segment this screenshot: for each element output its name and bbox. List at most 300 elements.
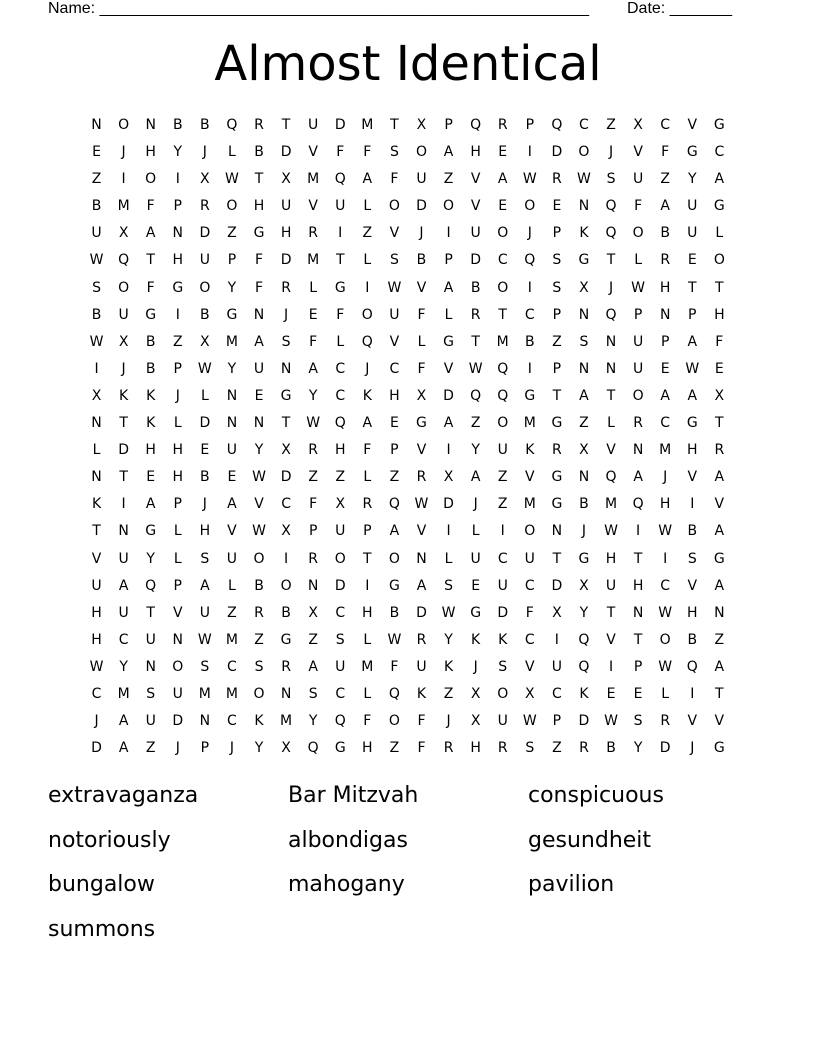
grid-letter: G — [578, 550, 590, 567]
grid-letter: H — [91, 631, 102, 648]
grid-letter: V — [606, 442, 616, 459]
grid-letter: H — [199, 523, 211, 540]
grid-letter: D — [334, 577, 346, 594]
word-list-item: conspicuous — [528, 783, 664, 808]
grid-letter: Q — [307, 740, 319, 757]
grid-letter: C — [660, 577, 671, 594]
grid-letter: P — [633, 306, 643, 323]
grid-letter: K — [471, 631, 481, 648]
grid-letter: R — [199, 198, 210, 215]
grid-letter: O — [388, 198, 400, 215]
grid-letter: F — [390, 658, 399, 675]
grid-letter: O — [253, 685, 265, 702]
grid-letter: W — [387, 279, 402, 296]
grid-letter: F — [146, 198, 155, 215]
grid-letter: W — [631, 279, 646, 296]
grid-letter: A — [118, 713, 129, 730]
grid-letter: A — [443, 144, 454, 161]
grid-letter: I — [446, 225, 451, 242]
grid-letter: S — [633, 713, 643, 730]
grid-letter: F — [254, 252, 264, 269]
grid-letter: A — [200, 577, 210, 594]
grid-letter: Q — [334, 713, 346, 730]
grid-letter: U — [280, 198, 292, 215]
grid-letter: P — [552, 713, 562, 730]
grid-letter: E — [92, 144, 101, 161]
grid-letter: V — [308, 144, 318, 161]
grid-letter: C — [335, 360, 346, 377]
grid-letter: W — [387, 631, 402, 648]
grid-letter: O — [334, 550, 346, 567]
grid-letter: U — [118, 550, 129, 567]
date-field[interactable] — [627, 0, 732, 18]
grid-letter: G — [443, 333, 454, 350]
grid-letter: Q — [497, 387, 509, 404]
grid-letter: L — [363, 685, 372, 702]
grid-letter: B — [660, 225, 670, 242]
grid-letter: Z — [227, 604, 237, 621]
grid-letter: J — [121, 144, 126, 161]
grid-letter: X — [281, 523, 291, 540]
grid-letter: C — [579, 117, 589, 133]
grid-row — [83, 573, 733, 600]
grid-letter: N — [605, 360, 617, 377]
grid-letter: Q — [605, 198, 617, 215]
grid-letter: L — [309, 279, 318, 296]
grid-letter: A — [633, 469, 643, 486]
grid-letter: X — [579, 577, 589, 594]
grid-letter: U — [687, 225, 698, 242]
grid-letter: L — [417, 333, 426, 350]
grid-letter: R — [308, 225, 319, 242]
grid-letter: X — [552, 604, 562, 621]
grid-letter: U — [416, 658, 427, 675]
grid-letter: G — [416, 415, 427, 432]
grid-letter: W — [468, 360, 483, 377]
grid-letter: V — [525, 658, 535, 675]
grid-letter: Q — [605, 225, 617, 242]
grid-letter: S — [552, 279, 562, 296]
grid-letter: M — [523, 415, 536, 432]
grid-letter: B — [91, 306, 102, 323]
grid-letter: K — [119, 387, 129, 404]
grid-letter: S — [606, 171, 616, 188]
grid-letter: U — [91, 225, 102, 242]
letter-grid — [83, 112, 733, 762]
grid-letter: X — [335, 496, 346, 513]
grid-row — [83, 220, 733, 247]
grid-letter: L — [471, 523, 480, 540]
grid-letter: T — [335, 252, 345, 269]
grid-letter: T — [363, 550, 372, 567]
grid-letter: H — [334, 442, 346, 459]
grid-letter: S — [92, 279, 101, 296]
grid-letter: D — [443, 496, 454, 513]
grid-letter: U — [118, 604, 129, 621]
grid-letter: U — [199, 252, 210, 269]
name-field[interactable] — [48, 0, 589, 18]
grid-letter: Z — [579, 415, 589, 432]
grid-letter: T — [606, 604, 616, 621]
grid-letter: A — [714, 171, 725, 188]
grid-letter: F — [309, 333, 318, 350]
grid-letter: N — [632, 442, 644, 459]
grid-row — [83, 464, 733, 491]
grid-letter: A — [687, 333, 698, 350]
grid-letter: M — [225, 685, 238, 702]
grid-letter: E — [254, 387, 264, 404]
grid-letter: B — [524, 333, 535, 350]
grid-row — [83, 383, 733, 410]
grid-letter: V — [172, 604, 183, 621]
grid-letter: N — [578, 198, 590, 215]
grid-letter: C — [335, 685, 346, 702]
grid-letter: O — [118, 117, 130, 133]
grid-letter: U — [118, 306, 129, 323]
grid-letter: N — [714, 604, 725, 621]
grid-letter: M — [361, 658, 374, 675]
grid-letter: L — [363, 198, 372, 215]
grid-letter: S — [254, 658, 264, 675]
grid-letter: V — [254, 496, 264, 513]
grid-letter: M — [523, 496, 536, 513]
grid-letter: P — [688, 306, 697, 323]
grid-letter: U — [335, 658, 346, 675]
grid-letter: F — [254, 279, 264, 296]
grid-letter: J — [608, 144, 614, 161]
grid-letter: C — [714, 144, 725, 161]
grid-letter: U — [497, 577, 508, 594]
grid-letter: A — [118, 740, 129, 757]
grid-letter: W — [522, 713, 537, 730]
grid-letter: S — [200, 658, 210, 675]
grid-letter: N — [632, 604, 644, 621]
grid-letter: P — [173, 360, 182, 377]
grid-letter: J — [473, 496, 478, 513]
grid-letter: I — [94, 360, 99, 377]
grid-letter: G — [713, 550, 725, 567]
grid-letter: N — [226, 387, 238, 404]
grid-letter: R — [416, 631, 427, 648]
word-list-item: gesundheit — [528, 827, 652, 853]
grid-letter: O — [280, 577, 292, 594]
grid-letter: D — [118, 442, 129, 459]
grid-letter: N — [91, 469, 102, 486]
grid-letter: J — [284, 306, 289, 323]
grid-letter: A — [714, 577, 725, 594]
grid-letter: N — [145, 117, 156, 133]
grid-row — [83, 166, 733, 193]
grid-letter: M — [307, 252, 320, 269]
grid-letter: L — [173, 415, 182, 432]
grid-letter: P — [552, 360, 562, 377]
grid-letter: D — [551, 577, 563, 594]
grid-letter: C — [524, 306, 535, 323]
grid-letter: P — [390, 442, 399, 459]
grid-letter: A — [443, 415, 454, 432]
grid-letter: H — [145, 442, 156, 459]
grid-letter: F — [525, 604, 534, 621]
grid-letter: M — [659, 442, 672, 459]
grid-letter: E — [227, 469, 237, 486]
grid-letter: Z — [497, 469, 508, 486]
grid-letter: G — [145, 523, 157, 540]
grid-letter: W — [604, 713, 618, 730]
grid-letter: K — [579, 685, 589, 702]
grid-letter: C — [551, 685, 562, 702]
grid-letter: T — [633, 631, 643, 648]
grid-letter: N — [91, 415, 102, 432]
grid-letter: Z — [443, 171, 454, 188]
grid-letter: F — [715, 333, 724, 350]
grid-letter: V — [227, 523, 237, 540]
grid-row — [83, 518, 733, 545]
grid-letter: T — [552, 387, 562, 404]
grid-letter: X — [281, 171, 291, 188]
grid-letter: I — [500, 523, 505, 540]
grid-letter: N — [416, 550, 427, 567]
grid-letter: W — [252, 469, 266, 486]
grid-letter: Z — [145, 740, 156, 757]
grid-letter: F — [417, 740, 426, 757]
grid-letter: C — [660, 415, 671, 432]
word-list — [48, 779, 768, 957]
grid-letter: O — [145, 171, 157, 188]
grid-letter: X — [579, 279, 589, 296]
grid-letter: U — [91, 577, 102, 594]
grid-letter: I — [446, 523, 451, 540]
grid-letter: O — [524, 198, 536, 215]
grid-letter: M — [225, 631, 238, 648]
grid-letter: J — [175, 387, 180, 404]
grid-letter: S — [200, 550, 210, 567]
grid-letter: H — [253, 198, 265, 215]
grid-letter: B — [91, 198, 102, 215]
grid-letter: Z — [660, 171, 670, 188]
grid-letter: U — [253, 360, 265, 377]
grid-letter: N — [659, 306, 671, 323]
grid-letter: N — [578, 469, 590, 486]
grid-letter: U — [470, 550, 481, 567]
word-list-item: mahogany — [288, 872, 405, 897]
grid-letter: J — [419, 225, 424, 242]
grid-letter: I — [365, 279, 370, 296]
grid-letter: W — [658, 658, 673, 675]
grid-letter: N — [605, 333, 617, 350]
grid-letter: T — [687, 279, 697, 296]
grid-letter: R — [470, 306, 481, 323]
grid-letter: A — [145, 496, 156, 513]
grid-letter: E — [471, 577, 481, 594]
grid-letter: P — [200, 740, 210, 757]
grid-letter: I — [527, 279, 532, 296]
grid-row — [83, 247, 733, 274]
grid-letter: I — [690, 496, 695, 513]
grid-letter: Z — [497, 496, 508, 513]
grid-letter: Q — [551, 117, 563, 133]
grid-letter: N — [551, 523, 563, 540]
grid-letter: D — [659, 740, 671, 757]
word-list-item: notoriously — [48, 827, 171, 853]
grid-letter: D — [280, 252, 292, 269]
grid-letter: M — [198, 685, 211, 702]
grid-letter: H — [632, 577, 644, 594]
grid-letter: Q — [118, 252, 130, 269]
grid-row — [83, 139, 733, 166]
grid-letter: G — [551, 496, 563, 513]
grid-letter: R — [552, 442, 562, 459]
grid-letter: G — [334, 279, 346, 296]
grid-letter: L — [363, 252, 372, 269]
grid-letter: W — [197, 360, 212, 377]
grid-letter: G — [713, 198, 725, 215]
grid-letter: X — [281, 740, 291, 757]
grid-letter: X — [200, 333, 210, 350]
grid-letter: T — [715, 685, 724, 702]
grid-letter: G — [524, 387, 536, 404]
grid-letter: C — [281, 496, 291, 513]
grid-letter: N — [118, 523, 129, 540]
grid-letter: W — [89, 252, 104, 269]
grid-letter: I — [338, 225, 343, 242]
grid-letter: U — [389, 306, 400, 323]
grid-letter: Y — [687, 171, 697, 188]
grid-letter: V — [687, 577, 698, 594]
grid-letter: B — [470, 279, 481, 296]
grid-letter: G — [551, 469, 563, 486]
grid-letter: Y — [471, 442, 480, 459]
grid-row — [83, 546, 733, 573]
grid-letter: E — [308, 306, 318, 323]
grid-letter: L — [715, 225, 724, 242]
grid-letter: P — [173, 496, 182, 513]
grid-letter: Y — [119, 658, 128, 675]
grid-letter: A — [660, 198, 670, 215]
grid-letter: U — [416, 171, 427, 188]
grid-letter: C — [91, 685, 102, 702]
grid-letter: N — [145, 658, 156, 675]
grid-letter: A — [579, 387, 589, 404]
grid-letter: R — [497, 117, 508, 133]
grid-letter: J — [446, 713, 451, 730]
grid-row — [83, 302, 733, 329]
grid-letter: T — [119, 415, 128, 432]
grid-letter: N — [578, 306, 590, 323]
grid-letter: N — [172, 225, 184, 242]
grid-letter: D — [91, 740, 102, 757]
grid-letter: J — [690, 740, 695, 757]
grid-letter: Q — [578, 631, 590, 648]
grid-letter: E — [687, 252, 697, 269]
grid-letter: Y — [254, 740, 264, 757]
grid-letter: P — [552, 306, 562, 323]
word-list-item: summons — [48, 916, 156, 942]
grid-letter: F — [363, 713, 372, 730]
grid-letter: L — [336, 333, 345, 350]
grid-letter: F — [146, 279, 155, 296]
grid-letter: N — [253, 306, 265, 323]
name-label: Name: — [48, 0, 96, 17]
grid-letter: C — [524, 577, 535, 594]
grid-letter: B — [145, 360, 156, 377]
grid-letter: T — [715, 415, 724, 432]
grid-letter: T — [471, 333, 480, 350]
grid-letter: X — [443, 469, 454, 486]
grid-letter: Y — [308, 387, 318, 404]
grid-letter: K — [416, 685, 427, 702]
grid-letter: I — [554, 631, 559, 648]
grid-letter: W — [414, 496, 429, 513]
grid-letter: E — [200, 442, 210, 459]
grid-letter: G — [686, 415, 698, 432]
grid-letter: T — [606, 387, 616, 404]
grid-letter: A — [497, 171, 508, 188]
grid-letter: H — [659, 279, 671, 296]
grid-letter: D — [199, 415, 211, 432]
page-title: Almost Identical — [214, 36, 602, 92]
grid-letter: T — [146, 604, 155, 621]
date-label: Date: — [627, 0, 666, 17]
grid-letter: O — [578, 144, 590, 161]
grid-letter: Y — [633, 740, 643, 757]
grid-letter: V — [633, 144, 643, 161]
grid-letter: P — [552, 225, 562, 242]
grid-letter: Q — [334, 415, 346, 432]
grid-letter: W — [89, 333, 104, 350]
grid-letter: G — [280, 631, 292, 648]
grid-letter: O — [199, 279, 211, 296]
grid-letter: X — [524, 685, 535, 702]
grid-letter: W — [306, 415, 321, 432]
grid-letter: S — [498, 658, 508, 675]
grid-letter: B — [200, 117, 210, 133]
grid-row — [83, 735, 733, 762]
grid-letter: U — [226, 442, 238, 459]
grid-letter: B — [200, 306, 210, 323]
grid-letter: C — [227, 658, 237, 675]
word-list-item: albondigas — [288, 827, 408, 853]
grid-letter: N — [280, 360, 292, 377]
grid-letter: P — [363, 523, 372, 540]
grid-letter: J — [608, 279, 614, 296]
grid-letter: T — [281, 415, 291, 432]
grid-letter: H — [280, 225, 292, 242]
grid-letter: K — [498, 631, 508, 648]
grid-letter: T — [606, 252, 616, 269]
grid-letter: D — [199, 225, 211, 242]
grid-row — [83, 600, 733, 627]
grid-letter: R — [416, 469, 427, 486]
grid-letter: E — [606, 685, 616, 702]
grid-letter: Q — [632, 496, 644, 513]
grid-letter: O — [226, 198, 238, 215]
grid-letter: M — [117, 685, 130, 702]
grid-letter: I — [175, 171, 180, 188]
grid-letter: Z — [389, 740, 400, 757]
grid-letter: B — [416, 252, 427, 269]
grid-letter: O — [497, 279, 509, 296]
grid-letter: W — [441, 604, 456, 621]
grid-letter: Y — [146, 550, 155, 567]
grid-letter: Q — [605, 469, 617, 486]
grid-letter: O — [388, 550, 400, 567]
grid-letter: I — [365, 577, 370, 594]
grid-letter: J — [202, 144, 207, 161]
grid-letter: O — [713, 252, 725, 269]
grid-letter: Q — [524, 252, 536, 269]
grid-letter: I — [121, 496, 126, 513]
grid-letter: I — [121, 171, 126, 188]
